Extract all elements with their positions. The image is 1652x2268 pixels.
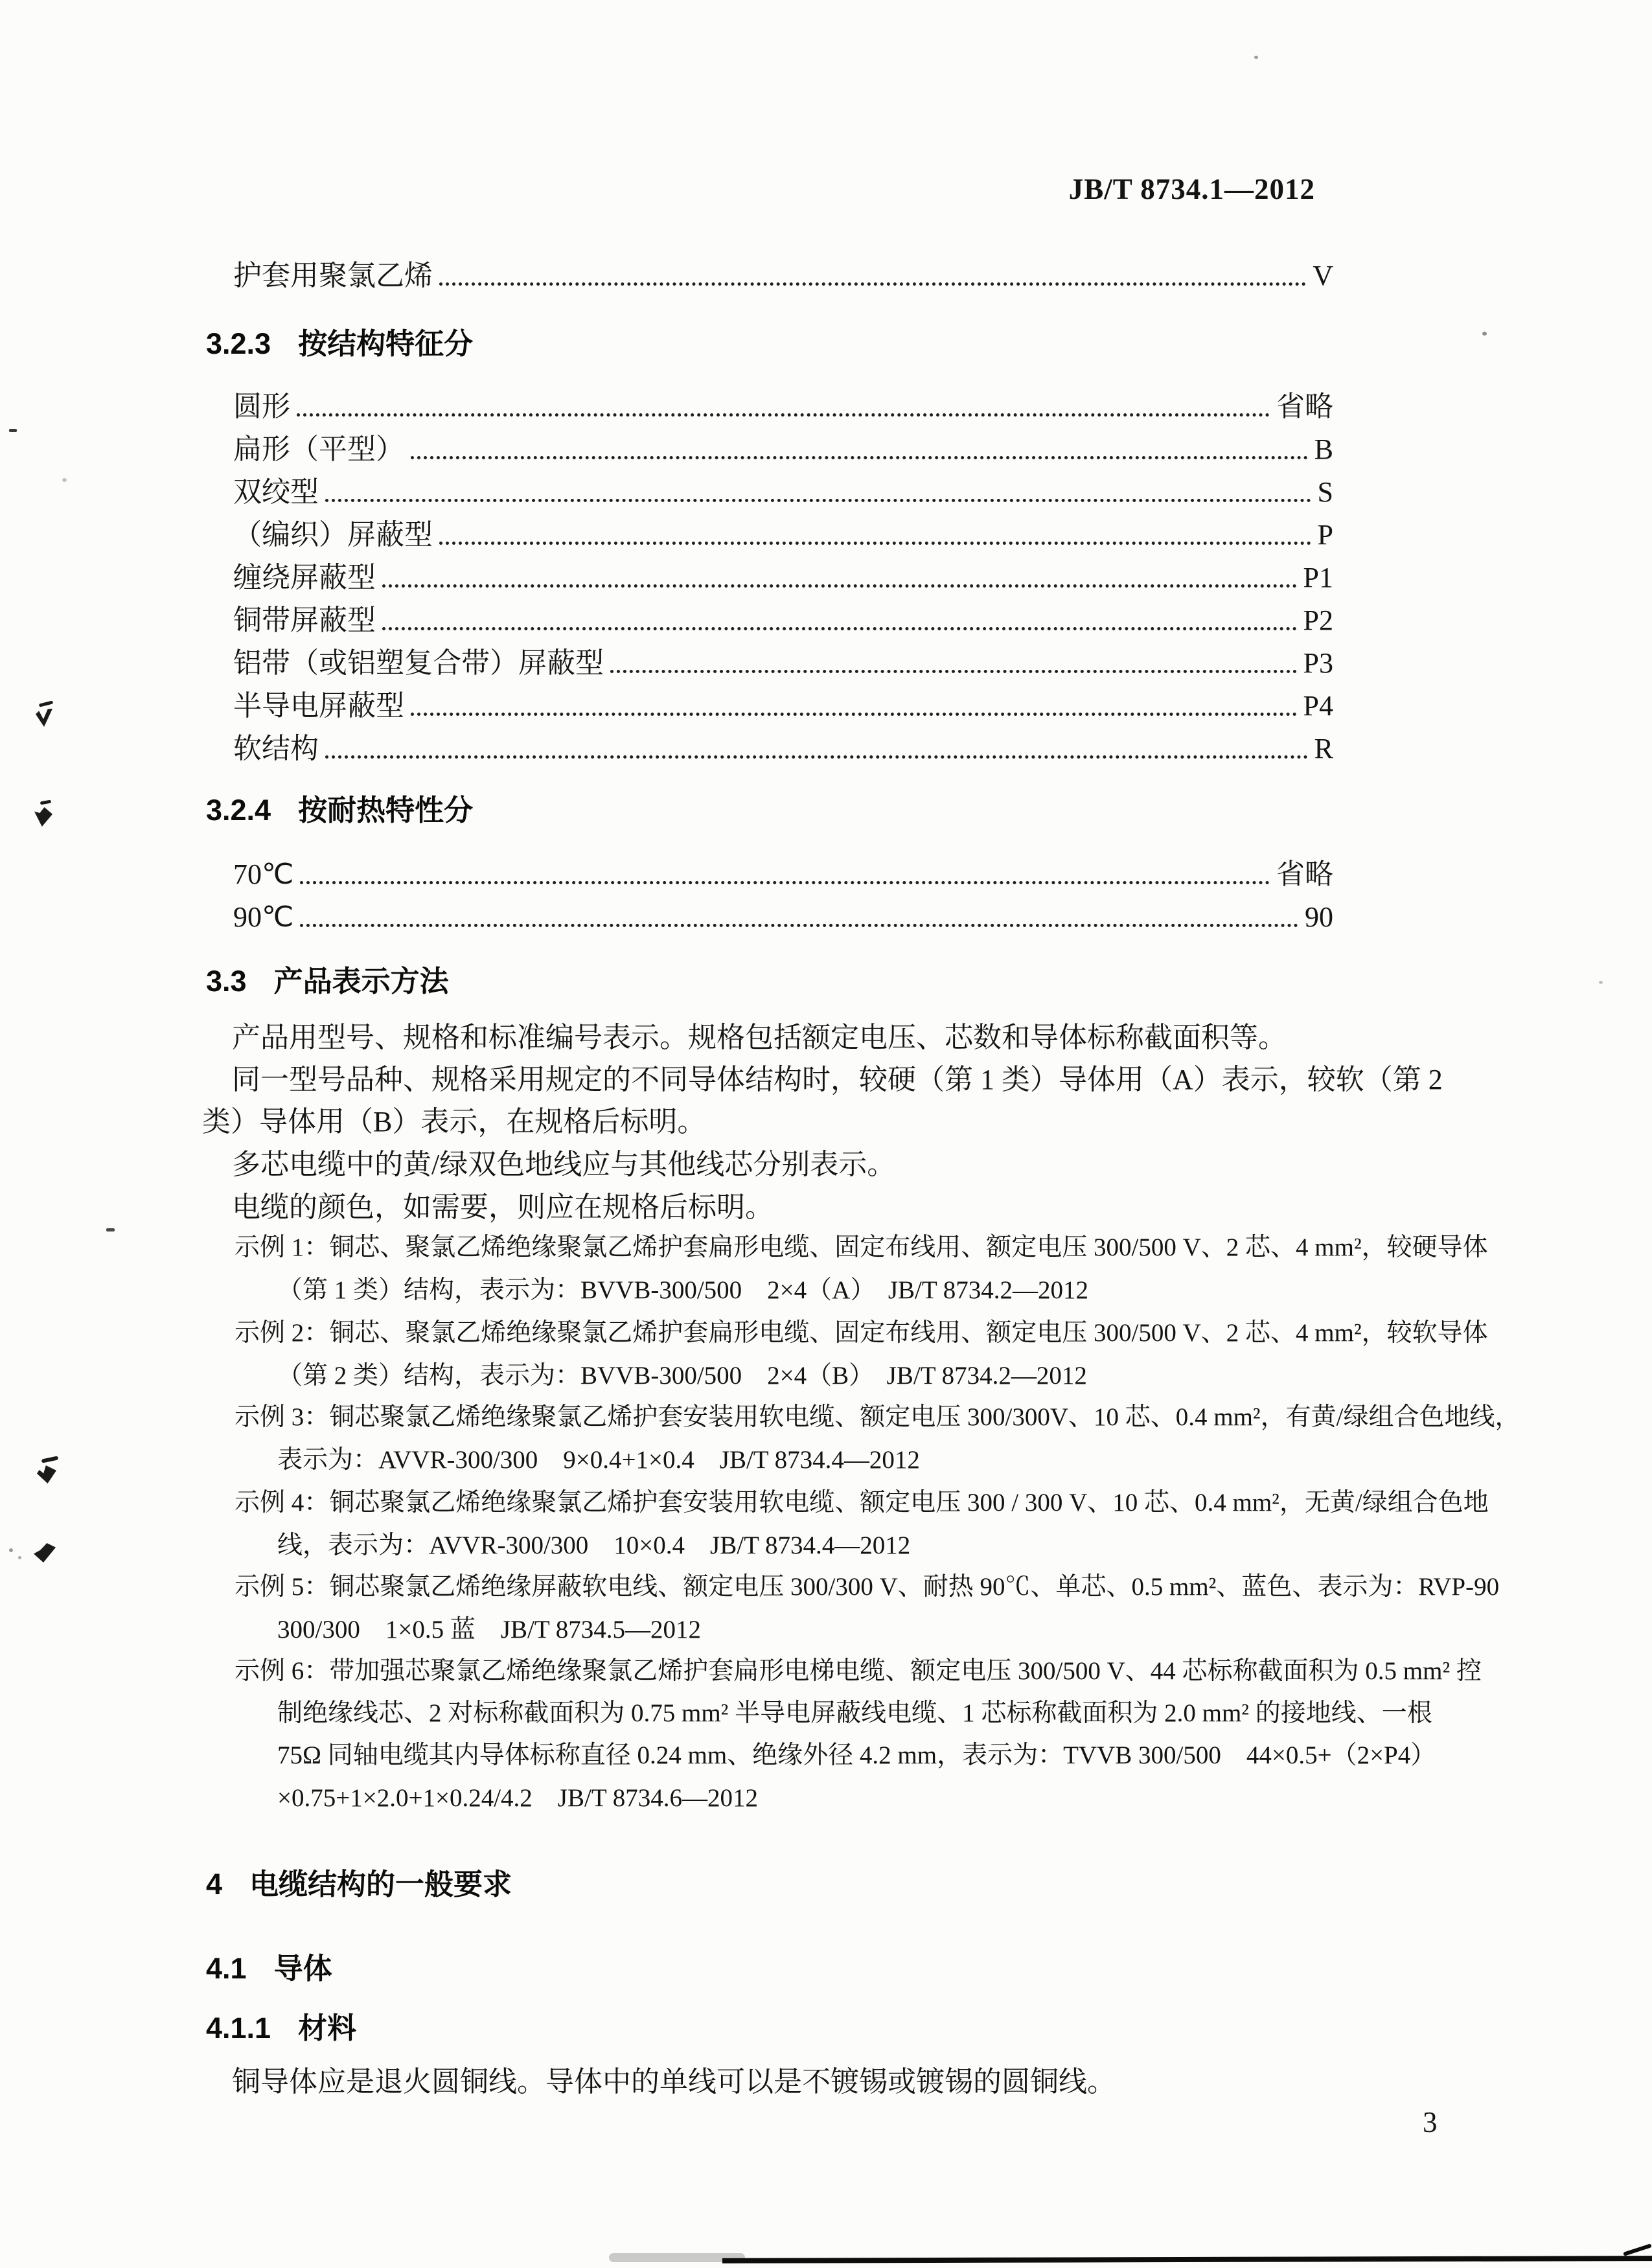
section-heading-4-1-1 <box>206 2004 356 2046</box>
example-line: 75Ω 同轴电缆其内导体标称直径 0.24 mm、绝缘外径 4.2 mm，表示为：TVVB 300/500 44×0.5+（2×P4） <box>277 1741 1436 1769</box>
scan-mark <box>39 700 54 707</box>
toc-code: P <box>1317 518 1333 551</box>
scan-speck <box>9 1548 13 1552</box>
paragraph: 同一型号品种、规格采用规定的不同导体结构时，较硬（第 1 类）导体用（A）表示，较软（第 2 <box>232 1064 1443 1095</box>
paragraph: 类）导体用（B）表示，在规格后标明。 <box>202 1106 706 1138</box>
toc-row <box>233 599 1333 636</box>
section-title: 产品表示方法 <box>273 965 449 998</box>
scan-speck <box>18 1556 21 1559</box>
toc-code: V <box>1313 259 1333 292</box>
toc-row <box>233 385 1333 422</box>
toc-label: 70℃ <box>233 858 294 890</box>
section-number: 4.1.1 <box>206 2011 271 2045</box>
toc-code: P1 <box>1303 561 1333 593</box>
section-heading-3-2-3 <box>206 320 473 362</box>
section-title: 按结构特征分 <box>298 327 474 360</box>
section-heading-4-1 <box>206 1945 332 1987</box>
toc-label: 扁形（平型） <box>233 433 404 465</box>
toc-row <box>233 853 1333 890</box>
toc-label: 铝带（或铝塑复合带）屏蔽型 <box>233 647 604 679</box>
toc-label: 缠绕屏蔽型 <box>233 561 376 593</box>
example-label: 示例 3： <box>235 1403 330 1431</box>
section-number: 3.3 <box>206 965 247 998</box>
scan-mark <box>41 1456 59 1463</box>
toc-row <box>233 895 1333 933</box>
example-line: ×0.75+1×2.0+1×0.24/4.2 JB/T 8734.6—2012 <box>277 1784 758 1812</box>
toc-row <box>233 428 1333 465</box>
toc-leader-dots <box>411 456 1308 459</box>
paragraph: 产品用型号、规格和标准编号表示。规格包括额定电压、芯数和导体标称截面积等。 <box>232 1022 1287 1053</box>
toc-code: 省略 <box>1276 858 1333 890</box>
section-number: 3.2.3 <box>206 327 271 360</box>
paragraph: 多芯电缆中的黄/绿双色地线应与其他线芯分别表示。 <box>232 1149 896 1180</box>
scan-speck <box>1482 332 1487 336</box>
scan-mark <box>34 1543 56 1563</box>
bottom-scan-line-curl <box>1623 2243 1652 2256</box>
toc-code: P4 <box>1303 689 1333 722</box>
scan-mark <box>34 807 52 827</box>
example-label: 示例 5： <box>235 1573 330 1601</box>
scan-mark <box>37 1465 56 1483</box>
scan-speck <box>62 478 67 482</box>
toc-label: 90℃ <box>233 900 294 933</box>
section-number: 4 <box>206 1868 223 1901</box>
toc-label: 双绞型 <box>233 475 319 508</box>
toc-row <box>233 254 1333 292</box>
scan-speck <box>1254 56 1258 59</box>
scan-speck <box>106 1228 115 1231</box>
toc-leader-dots <box>300 924 1298 927</box>
section-title: 导体 <box>273 1952 332 1985</box>
toc-leader-dots <box>439 282 1306 286</box>
toc-code: R <box>1314 732 1333 764</box>
toc-row <box>233 727 1333 764</box>
toc-leader-dots <box>382 584 1297 588</box>
scan-speck <box>1599 981 1603 984</box>
toc-label: 软结构 <box>233 732 319 764</box>
toc-label: 铜带屏蔽型 <box>233 604 376 636</box>
toc-leader-dots <box>297 413 1270 417</box>
example-line: 示例 2：铜芯、聚氯乙烯绝缘聚氯乙烯护套扁形电缆、固定布线用、额定电压 300/500 V、2 芯、4 mm²，较软导体 <box>235 1319 1488 1347</box>
toc-label: 半导电屏蔽型 <box>233 689 404 722</box>
toc-label: （编织）屏蔽型 <box>233 518 433 551</box>
toc-leader-dots <box>300 881 1270 884</box>
toc-leader-dots <box>439 542 1311 545</box>
toc-row <box>233 470 1333 508</box>
example-line: 示例 4：铜芯聚氯乙烯绝缘聚氯乙烯护套安装用软电缆、额定电压 300 / 300 V、10 芯、0.4 mm²，无黄/绿组合色地 <box>235 1489 1489 1517</box>
example-line: 300/300 1×0.5 蓝 JB/T 8734.5—2012 <box>277 1616 701 1644</box>
example-line: 表示为：AVVR-300/300 9×0.4+1×0.4 JB/T 8734.4—2012 <box>277 1446 920 1474</box>
toc-code: P3 <box>1303 647 1333 679</box>
example-label: 示例 6： <box>235 1657 330 1685</box>
example-line: （第 2 类）结构，表示为：BVVB-300/500 2×4（B） JB/T 8734.2—2012 <box>277 1362 1087 1390</box>
section-number: 3.2.4 <box>206 794 271 827</box>
toc-code: 省略 <box>1276 390 1333 422</box>
example-line: 示例 5：铜芯聚氯乙烯绝缘屏蔽软电线、额定电压 300/300 V、耐热 90℃、单芯、0.5 mm²、蓝色、表示为：RVP-90 <box>235 1573 1500 1601</box>
toc-label: 护套用聚氯乙烯 <box>233 259 433 292</box>
example-line: 示例 3：铜芯聚氯乙烯绝缘聚氯乙烯护套安装用软电缆、额定电压 300/300V、10 芯、0.4 mm²，有黄/绿组合色地线， <box>235 1403 1520 1431</box>
toc-code: P2 <box>1303 604 1333 636</box>
toc-code: S <box>1317 475 1333 508</box>
section-heading-3-3 <box>206 957 449 1000</box>
page-number: 3 <box>1423 2106 1438 2138</box>
toc-code: B <box>1314 433 1333 465</box>
section-number: 4.1 <box>206 1952 247 1985</box>
toc-row <box>233 556 1333 593</box>
example-line: 制绝缘线芯、2 对标称截面积为 0.75 mm² 半导电屏蔽线电缆、1 芯标称截面积为 2.0 mm² 的接地线、一根 <box>277 1699 1432 1727</box>
example-line: 线，表示为：AVVR-300/300 10×0.4 JB/T 8734.4—2012 <box>277 1531 911 1559</box>
section-title: 材料 <box>298 2011 357 2045</box>
toc-row <box>233 513 1333 551</box>
toc-row <box>233 684 1333 722</box>
example-line: 示例 1：铜芯、聚氯乙烯绝缘聚氯乙烯护套扁形电缆、固定布线用、额定电压 300/500 V、2 芯、4 mm²，较硬导体 <box>235 1233 1488 1261</box>
section-title: 按耐热特性分 <box>298 794 474 827</box>
scan-speck <box>9 429 17 432</box>
toc-leader-dots <box>382 627 1297 630</box>
scan-mark <box>36 709 52 727</box>
section-heading-4 <box>206 1861 512 1903</box>
toc-label: 圆形 <box>233 390 290 422</box>
toc-leader-dots <box>325 755 1308 759</box>
bottom-scan-line <box>722 2256 1652 2263</box>
example-label: 示例 4： <box>235 1489 330 1517</box>
toc-leader-dots <box>411 713 1297 716</box>
paragraph: 电缆的颜色，如需要，则应在规格后标明。 <box>232 1191 774 1223</box>
paragraph: 铜导体应是退火圆铜线。导体中的单线可以是不镀锡或镀锡的圆铜线。 <box>232 2066 1116 2098</box>
toc-row <box>233 641 1333 679</box>
example-line: （第 1 类）结构，表示为：BVVB-300/500 2×4（A） JB/T 8734.2—2012 <box>277 1276 1088 1304</box>
section-heading-3-2-4 <box>206 786 473 829</box>
section-title: 电缆结构的一般要求 <box>249 1868 512 1901</box>
example-label: 示例 2： <box>235 1319 330 1347</box>
toc-code: 90 <box>1305 900 1333 933</box>
scan-mark <box>40 800 52 805</box>
toc-leader-dots <box>610 670 1297 673</box>
toc-leader-dots <box>325 499 1311 502</box>
example-line: 示例 6：带加强芯聚氯乙烯绝缘聚氯乙烯护套扁形电梯电缆、额定电压 300/500 V、44 芯标称截面积为 0.5 mm² 控 <box>235 1657 1482 1685</box>
example-label: 示例 1： <box>235 1233 330 1261</box>
document-number-header: JB/T 8734.1—2012 <box>1068 173 1315 205</box>
